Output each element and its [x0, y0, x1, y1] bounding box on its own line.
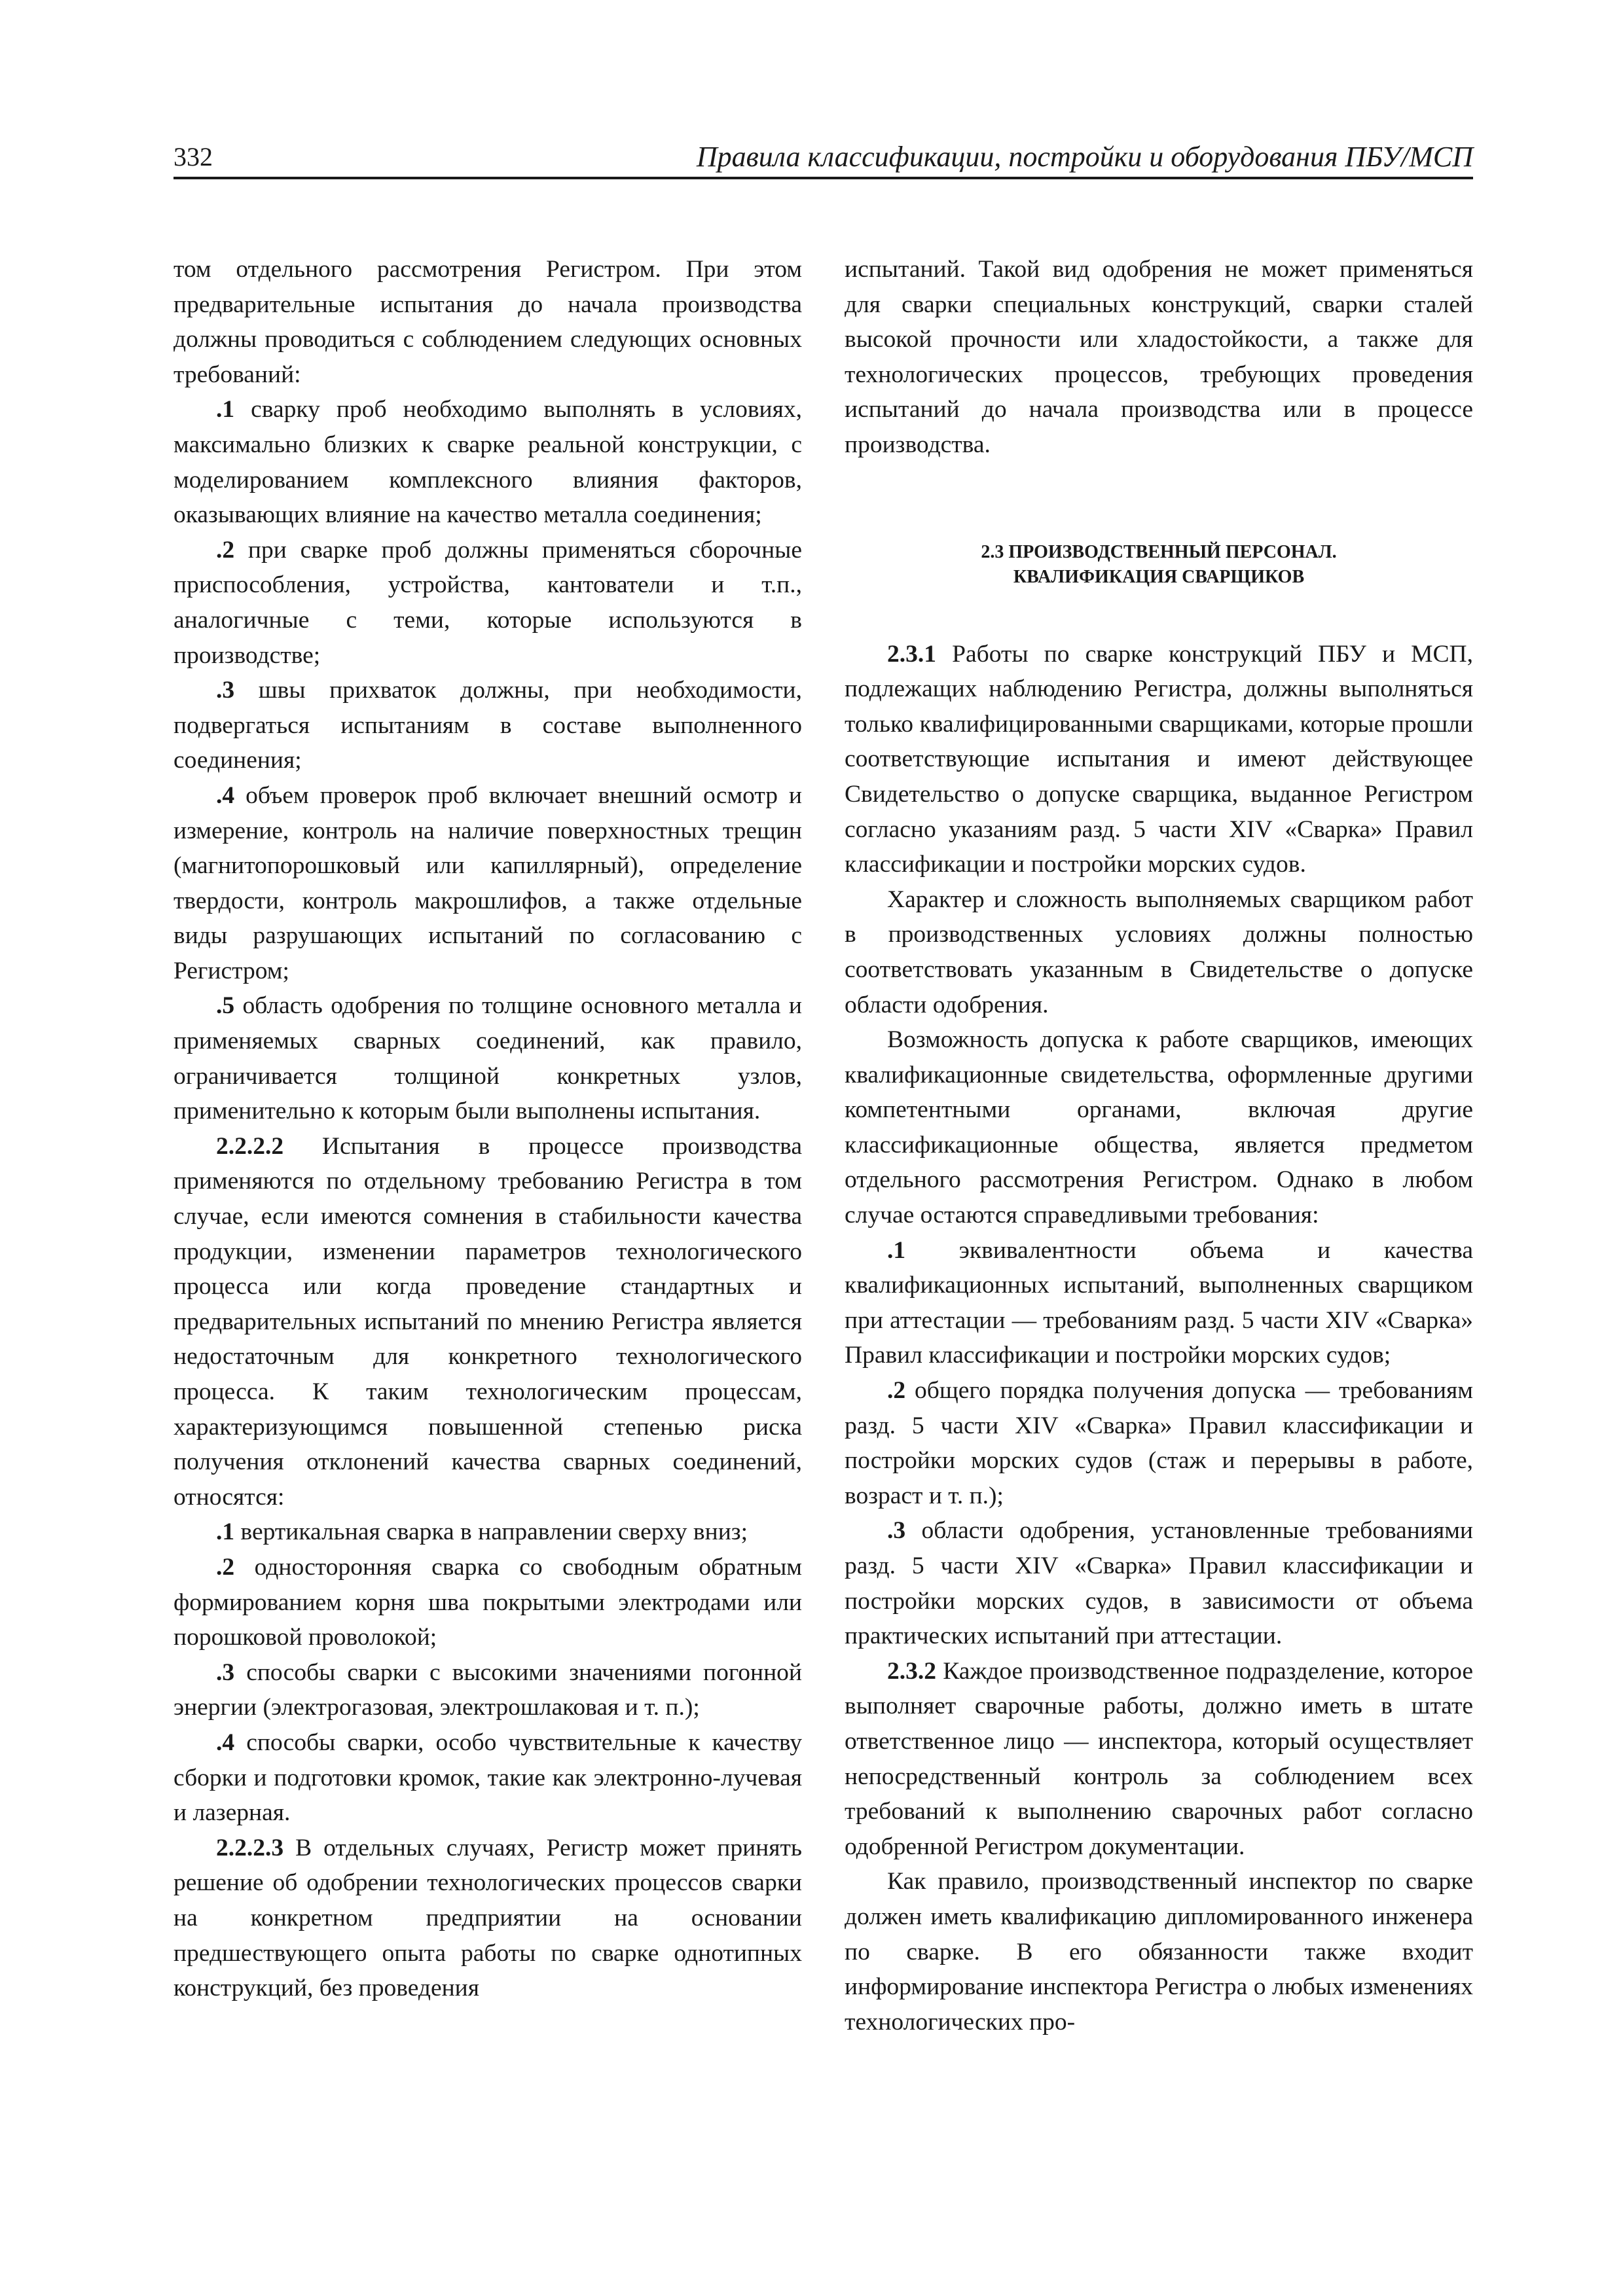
- list-item: .3 способы сварки с высокими значениями погонной энергии (электрогазовая, электрошлаковая и т. п.);: [173, 1659, 802, 1721]
- list-item: .2 общего порядка получения допуска — требованиям разд. 5 части XIV «Сварка» Правил классификации и постройки морских судов (стаж и перерывы в работе, возраст и т. п.);: [845, 1377, 1473, 1509]
- paragraph: Характер и сложность выполняемых сварщиком работ в производственных условиях должны полностью соответствовать указанным в Свидетельстве о допуске области одобрения.: [845, 886, 1473, 1018]
- section-title-line-1: 2.3 ПРОИЗВОДСТВЕННЫЙ ПЕРСОНАЛ.: [981, 541, 1337, 562]
- paragraph: Как правило, производственный инспектор по сварке должен иметь квалификацию дипломированного инженера по сварке. В его обязанности также входит информирование инспектора Регистра о любых изменениях технологических про-: [845, 1868, 1473, 2036]
- header-rule: [173, 177, 1473, 179]
- section-heading: [845, 540, 1473, 590]
- list-item: .1 сварку проб необходимо выполнять в условиях, максимально близких к сварке реальной конструкции, с моделированием комплексного влияния факторов, оказывающих влияние на качество металла соединения;: [173, 396, 802, 529]
- left-column: [173, 252, 802, 2006]
- section-title-line-2: КВАЛИФИКАЦИЯ СВАРЩИКОВ: [1013, 566, 1305, 587]
- list-item: .1 эквивалентности объема и качества квалификационных испытаний, выполненных сварщиком при аттестации — требованиям разд. 5 части XIV «Сварка» Правил классификации и постройки морских судов;: [845, 1236, 1473, 1369]
- paragraph: испытаний. Такой вид одобрения не может применяться для сварки специальных конструкций, сварки сталей высокой прочности или хладостойкости, а также для технологических процессов, требующих проведения испытаний до начала производства или в процессе производства.: [845, 256, 1473, 458]
- list-item: .4 способы сварки, особо чувствительные к качеству сборки и подготовки кромок, такие как электронно-лучевая и лазерная.: [173, 1729, 802, 1827]
- list-item: .1 вертикальная сварка в направлении сверху вниз;: [216, 1518, 748, 1546]
- running-title: Правила классификации, постройки и оборудования ПБУ/МСП: [696, 141, 1473, 173]
- list-item: .5 область одобрения по толщине основного металла и применяемых сварных соединений, как правило, ограничивается толщиной конкретных узлов, применительно к которым были выполнены испытания.: [173, 992, 802, 1125]
- list-item: .2 при сварке проб должны применяться сборочные приспособления, устройства, кантователи и т.п., аналогичные с теми, которые используются в производстве;: [173, 536, 802, 669]
- list-item: .4 объем проверок проб включает внешний осмотр и измерение, контроль на наличие поверхностных трещин (магнитопорошковый или капиллярный), определение твердости, контроль макрошлифов, а также отдельные виды разрушающих испытаний по согласованию с Регистром;: [173, 781, 802, 984]
- paragraph: Возможность допуска к работе сварщиков, имеющих квалификационные свидетельства, оформленные другими компетентными органами, включая другие классификационные общества, является предметом отдельного рассмотрения Регистром. Однако в любом случае остаются справедливыми требования:: [845, 1026, 1473, 1229]
- page-number: 332: [173, 142, 213, 171]
- list-item: .2 односторонняя сварка со свободным обратным формированием корня шва покрытыми электродами или порошковой проволокой;: [173, 1553, 802, 1651]
- clause-2-2-2-2: 2.2.2.2 Испытания в процессе производства применяются по отдельному требованию Регистра в том случае, если имеются сомнения в стабильности качества продукции, изменении параметров технологического процесса или когда проведение стандартных и предварительных испытаний по мнению Регистра является недостаточным для конкретного технологического процесса. К таким технологическим процессам, характеризующимся повышенной степенью риска получения отклонений качества сварных соединений, относятся:: [173, 1132, 802, 1511]
- list-item: .3 области одобрения, установленные требованиями разд. 5 части XIV «Сварка» Правил классификации и постройки морских судов, в зависимости от объема практических испытаний при аттестации.: [845, 1517, 1473, 1650]
- list-item: .3 швы прихваток должны, при необходимости, подвергаться испытаниям в составе выполненного соединения;: [173, 677, 802, 774]
- clause-2-3-2: 2.3.2 Каждое производственное подразделение, которое выполняет сварочные работы, должно иметь в штате ответственное лицо — инспектора, который осуществляет непосредственный контроль за соблюдением всех требований к выполнению сварочных работ согласно одобренной Регистром документации.: [845, 1657, 1473, 1860]
- clause-2-3-1: 2.3.1 Работы по сварке конструкций ПБУ и МСП, подлежащих наблюдению Регистра, должны выполняться только квалифицированными сварщиками, которые прошли соответствующие испытания и имеют действующее Свидетельство о допуске сварщика, выданное Регистром согласно указаниям разд. 5 части XIV «Сварка» Правил классификации и постройки морских судов.: [845, 640, 1473, 878]
- right-column: [845, 252, 1473, 2039]
- page-header: [173, 141, 1473, 180]
- clause-2-2-2-3: 2.2.2.3 В отдельных случаях, Регистр может принять решение об одобрении технологических процессов сварки на конкретном предприятии на основании предшествующего опыта работы по сварке однотипных конструкций, без проведения: [173, 1834, 802, 2002]
- paragraph: том отдельного рассмотрения Регистром. При этом предварительные испытания до начала производства должны проводиться с соблюдением следующих основных требований:: [173, 256, 802, 388]
